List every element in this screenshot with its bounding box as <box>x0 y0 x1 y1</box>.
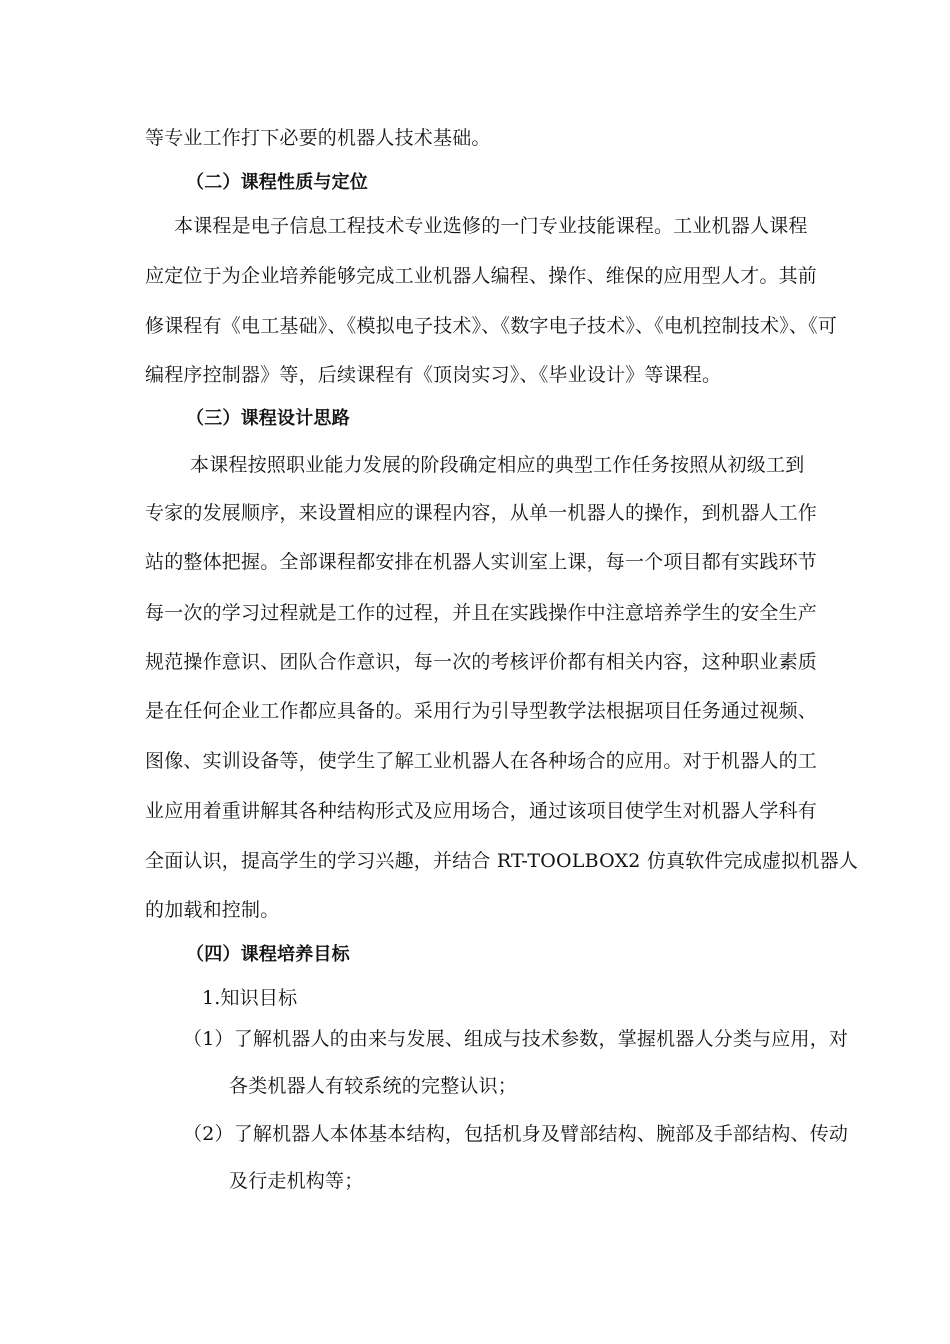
paragraph-line: 的加载和控制。 <box>145 899 280 921</box>
paragraph-line: 是在任何企业工作都应具备的。采用行为引导型教学法根据项目任务通过视频、 <box>145 700 818 722</box>
list-item-continuation: 各类机器人有较系统的完整认识； <box>229 1075 518 1097</box>
paragraph-line: 规范操作意识、团队合作意识，每一次的考核评价都有相关内容，这种职业素质 <box>145 651 818 673</box>
paragraph-line: 编程序控制器》等，后续课程有《顶岗实习》、《毕业设计》等课程。 <box>145 364 722 386</box>
paragraph-line: 本课程是电子信息工程技术专业选修的一门专业技能课程。工业机器人课程 <box>174 215 808 237</box>
list-item-line: （2）了解机器人本体基本结构，包括机身及臂部结构、腕部及手部结构、传动 <box>183 1123 849 1145</box>
list-item-line: （1）了解机器人的由来与发展、组成与技术参数，掌握机器人分类与应用，对 <box>183 1028 849 1050</box>
paragraph-line: 专家的发展顺序，来设置相应的课程内容，从单一机器人的操作，到机器人工作 <box>145 502 818 524</box>
section-heading-2: （二）课程性质与定位 <box>186 172 368 193</box>
list-item-continuation: 及行走机构等； <box>229 1170 364 1192</box>
paragraph-line: 每一次的学习过程就是工作的过程，并且在实践操作中注意培养学生的安全生产 <box>145 602 818 624</box>
paragraph-line: 图像、实训设备等，使学生了解工业机器人在各种场合的应用。对于机器人的工 <box>145 750 818 772</box>
intro-line: 等专业工作打下必要的机器人技术基础。 <box>145 127 491 149</box>
subheading-knowledge-goals: 1.知识目标 <box>202 987 298 1009</box>
paragraph-line: 本课程按照职业能力发展的阶段确定相应的典型工作任务按照从初级工到 <box>190 454 805 476</box>
paragraph-line: 应定位于为企业培养能够完成工业机器人编程、操作、维保的应用型人才。其前 <box>145 265 818 287</box>
paragraph-line: 站的整体把握。全部课程都安排在机器人实训室上课，每一个项目都有实践环节 <box>145 551 818 573</box>
section-heading-3: （三）课程设计思路 <box>186 408 350 429</box>
paragraph-line: 业应用着重讲解其各种结构形式及应用场合，通过该项目使学生对机器人学科有 <box>145 800 818 822</box>
paragraph-line: 修课程有《电工基础》、《模拟电子技术》、《数字电子技术》、《电机控制技术》、《可 <box>145 315 838 337</box>
paragraph-line: 全面认识，提高学生的学习兴趣，并结合 RT-TOOLBOX2 仿真软件完成虚拟机器人 <box>145 850 859 872</box>
section-heading-4: （四）课程培养目标 <box>186 944 350 965</box>
